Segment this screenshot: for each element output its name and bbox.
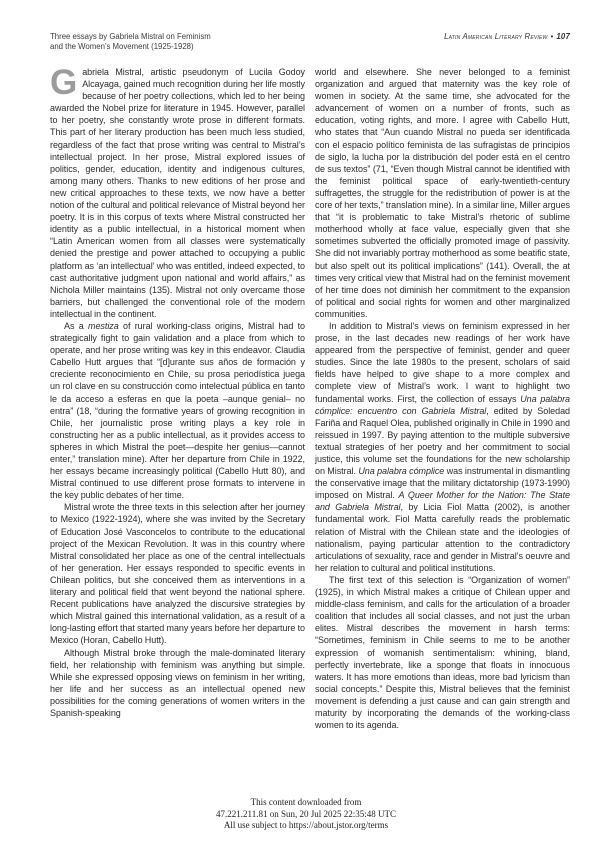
running-title-line1: Three essays by Gabriela Mistral on Feminism	[50, 32, 211, 41]
article-body	[50, 63, 571, 731]
text-segment: Although Mistral broke through the male-dominated literary field, her relationship with feminism was anything but simple. While she expressed opposing views on feminism in her writing, her life and her success as an intellectual opened new possibilities for the coming generations of women writers in the Spanish-speaking	[50, 647, 305, 718]
left-column	[50, 63, 306, 731]
journal-header	[444, 32, 570, 42]
paragraph	[50, 63, 305, 320]
running-title	[50, 32, 211, 52]
paragraph	[50, 320, 305, 501]
drop-cap: G	[50, 63, 78, 102]
paragraph	[315, 574, 570, 731]
right-column	[315, 66, 570, 731]
footer-line3: All use subject to https://about.jstor.org/terms	[223, 820, 389, 831]
paragraph	[315, 320, 570, 574]
text-segment: abriela Mistral, artistic pseudonym of Lucila Godoy Alcayaga, gained much recognition during her life mostly because of her poetry collections, which led to her being awarded the Nobel prize for literature in 1945. However, parallel to her poetry, she constantly wrote prose in different formats. This part of her literary production has been much less studied, regardless of the fact that prose writing was central to Mistral’s intellectual project. In her prose, Mistral explored issues of politics, gender, education, identity and indigenous cultures, among many others. Thanks to new editions of her prose and new critical approaches to these texts, we now have a better notion of the cultural and political relevance of Mistral beyond her poetry. It is in this corpus of texts where Mistral constructed her identity as a public intellectual, in a historical moment when “Latin American women from all classes were systematically denied the prestige and power attached to occupying a public platform as ‘an intellectual’ who was entitled, indeed expected, to cast authoritative judgment upon national and world affairs,” as Nichola Miller maintains (135). Mistral not only overcame those barriers, but challenged the conventional role of the modern intellectual in the continent.	[50, 67, 305, 319]
paragraph	[315, 66, 570, 320]
paragraph	[50, 501, 305, 646]
text-segment: Mistral wrote the three texts in this selection after her journey to Mexico (1922-1924), where she was invited by the Secretary of Education José Vasconcelos to contribute to the educational project of the Mexican Revolution. It was in this country where Mistral consolidated her place as one of the central intellectuals of her generation. Her essays responded to specific events in Chilean politics, but she conceived them as interventions in a literary and political field that went beyond the national sphere. Recent publications have analyzed the discursive strategies by which Mistral gained this international validation, as a result of a long-lasting effort that started many years before her departure to Mexico (Horan, Cabello Hutt).	[50, 502, 305, 646]
footer-line1: This content downloaded from	[250, 797, 362, 807]
text-segment: Una palabra cómplice: encuentro con Gabriela Mistral	[315, 393, 570, 416]
footer-line2: 47.221.211.81 on Sun, 20 Jul 2025 22:35:48 UTC	[216, 808, 396, 819]
text-segment: mestiza	[88, 320, 119, 331]
text-segment: , edited by Soledad Fariña and Raquel Olea, published originally in Chile in 1990 and reissued in 1997. By paying attention to the multiple subversive textual strategies of her poetry and her commitment to social justice, this volume set the foundations for the new scholarship on Mistral.	[315, 405, 570, 477]
running-title-line2: and the Women’s Movement (1925-1928)	[50, 41, 194, 51]
separator-bullet: •	[550, 32, 554, 41]
jstor-footer	[0, 797, 612, 832]
text-segment: world and elsewhere. She never belonged to a feminist organization and argued that maternity was the key role of women in society. At the same time, she advocated for the advancement of women on a number of fronts, such as education, voting rights, and more. I agree with Cabello Hutt, who states that “Aun cuando Mistral no pueda ser identificada con el espacio político feminista de las sufragistas de principios de siglo, la lucha por la distribución del poder está en el centro de sus textos” (71, “Even though Mistral cannot be identified with the feminist political space of early-twentieth-century suffragettes, the struggle for the redistribution of power is at the core of her texts,” translation mine). In a similar line, Miller argues that “it is problematic to take Mistral’s rhetoric of sublime motherhood wholly at face value, especially given that she sometimes subverted the officially promoted image of passivity. She did not invariably portray motherhood as some beatific state, but also spelt out its political implications” (141). Overall, the at times very critical view that Mistral had on the feminist movement of her time does not diminish her commitment to the expansion of political and social rights for women and other marginalized communities.	[315, 67, 570, 319]
text-segment: The first text of this selection is “Organization of women” (1925), in which Mistral makes a critique of Chilean upper and middle-class feminism, and calls for the articulation of a broader coalition that includes all social classes, and not just the urban elites. Mistral describes the movement in harsh terms: “Sometimes, feminism in Chile seems to me to be another expression of womanish sentimentalism: whining, bland, perfectly invertebrate, like a sponge that floats in innocuous waters. It has more emotions than ideas, more bad lyricism than social concepts.” Despite this, Mistral believes that the feminist movement is defending a just cause and can gain strength and maturity by incorporating the demands of the working-class women to its agenda.	[315, 574, 570, 731]
text-segment: A Queer Mother for the Nation: The State and Gabriela Mistral	[315, 490, 570, 513]
text-segment: was instrumental in dismantling the conservative image that the military dictatorship (1973-1990) imposed on Mistral.	[315, 466, 571, 501]
text-segment: As a	[64, 320, 89, 331]
paragraph	[50, 647, 305, 720]
text-segment: of rural working-class origins, Mistral had to strategically fight to gain validation and a place from which to operate, and her prose writing was key in this endeavor. Claudia Cabello Hutt argues that “[d]urante sus años de formación y creciente reconocimiento en Chile, su prosa periodística juega un rol clave en su construcción como intelectual pública en tanto le da acceso a esferas en que la poeta –aunque genial– no entra” (18, “during the formative years of growing recognition in Chile, her journalistic prose writing plays a key role in constructing her as a public intellectual, as it provides access to spheres in which Mistral the poet—despite her genius—cannot enter,” translation mine). After her departure from Chile in 1922, her essays became increasingly political (Cabello Hutt 80), and Mistral continued to use different prose formats to intervene in the key public debates of her time.	[50, 320, 306, 501]
page-header	[50, 32, 570, 52]
text-segment: In addition to Mistral’s views on feminism expressed in her prose, in the last decades new readings of her work have appeared from the perspective of feminist, gender and queer studies. Since the late 1980s to the present, scholars of said fields have helped to give shape to a more complex and complete view of Mistral’s work. I want to highlight two fundamental works. First, the collection of essays	[315, 320, 570, 404]
page-number: 107	[556, 32, 570, 41]
text-segment: , by Licia Fiol Matta (2002), is another fundamental work. Fiol Matta carefully reads the problematic relation of Mistral with the Chilean state and the ideologies of nationalism, paying particular attention to the contradictory articulations of sexuality, race and gender in Mistral’s oeuvre and her relation to cultural and political institutions.	[315, 502, 570, 573]
text-segment: Una palabra cómplice	[358, 466, 445, 477]
journal-name: Latin American Literary Review	[444, 32, 548, 41]
